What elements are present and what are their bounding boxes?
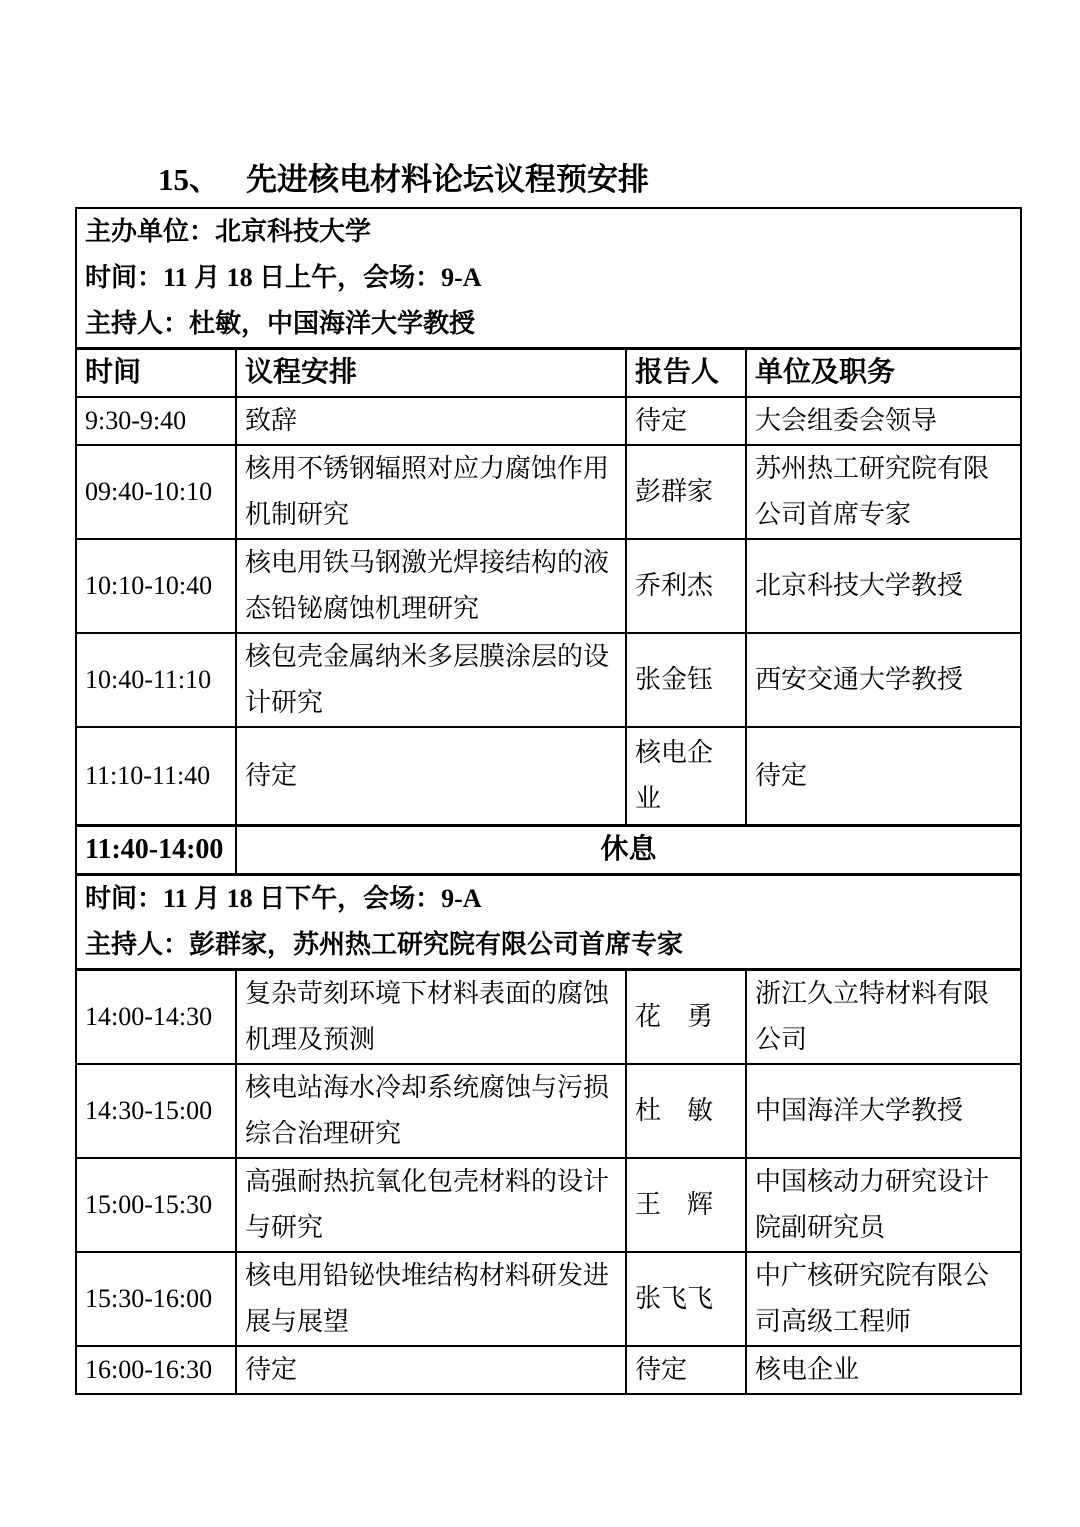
- time-cell: 14:00-14:30: [76, 969, 236, 1064]
- affiliation-cell: 苏州热工研究院有限公司首席专家: [746, 445, 1021, 539]
- agenda-row: [76, 1064, 1021, 1158]
- agenda-cell: 致辞: [236, 397, 626, 445]
- column-header-row: [76, 349, 1021, 398]
- agenda-row: [76, 727, 1021, 825]
- agenda-table: [75, 207, 1022, 1395]
- page-title: [158, 160, 649, 200]
- speaker-cell: 杜 敏: [626, 1064, 746, 1158]
- agenda-row: [76, 633, 1021, 727]
- affiliation-cell: 浙江久立特材料有限公司: [746, 969, 1021, 1064]
- organizer-line: 主办单位：北京科技大学: [85, 217, 372, 246]
- speaker-cell: 张金钰: [626, 633, 746, 727]
- speaker-cell: 王 辉: [626, 1158, 746, 1252]
- break-label-cell: 休息: [236, 825, 1021, 874]
- agenda-cell: 核包壳金属纳米多层膜涂层的设计研究: [236, 633, 626, 727]
- affiliation-cell: 待定: [746, 727, 1021, 825]
- agenda-row: [76, 1346, 1021, 1394]
- affiliation-cell: 大会组委会领导: [746, 397, 1021, 445]
- column-header-agenda: 议程安排: [236, 349, 626, 398]
- affiliation-cell: 中广核研究院有限公司高级工程师: [746, 1252, 1021, 1346]
- agenda-row: [76, 445, 1021, 539]
- time-cell: 14:30-15:00: [76, 1064, 236, 1158]
- speaker-cell: 乔利杰: [626, 539, 746, 633]
- time-cell: 10:10-10:40: [76, 539, 236, 633]
- time-cell: 9:30-9:40: [76, 397, 236, 445]
- time-cell: 10:40-11:10: [76, 633, 236, 727]
- break-time-cell: 11:40-14:00: [76, 825, 236, 874]
- title-number: 15、: [158, 162, 220, 197]
- time-cell: 15:30-16:00: [76, 1252, 236, 1346]
- agenda-cell: 核电用铅铋快堆结构材料研发进展与展望: [236, 1252, 626, 1346]
- speaker-cell: 彭群家: [626, 445, 746, 539]
- agenda-cell: 核电站海水冷却系统腐蚀与污损综合治理研究: [236, 1064, 626, 1158]
- speaker-cell: 花 勇: [626, 969, 746, 1064]
- column-header-affiliation: 单位及职务: [746, 349, 1021, 398]
- agenda-row: [76, 539, 1021, 633]
- speaker-cell: 核电企业: [626, 727, 746, 825]
- agenda-row: [76, 1252, 1021, 1346]
- affiliation-cell: 北京科技大学教授: [746, 539, 1021, 633]
- speaker-cell: 待定: [626, 1346, 746, 1394]
- affiliation-cell: 中国海洋大学教授: [746, 1064, 1021, 1158]
- afternoon-host-line: 主持人：彭群家，苏州热工研究院有限公司首席专家: [85, 929, 684, 959]
- agenda-cell: 核电用铁马钢激光焊接结构的液态铅铋腐蚀机理研究: [236, 539, 626, 633]
- intro-row: [76, 208, 1021, 349]
- agenda-cell: 待定: [236, 1346, 626, 1394]
- affiliation-cell: 中国核动力研究设计院副研究员: [746, 1158, 1021, 1252]
- afternoon-header-cell: [76, 874, 1021, 969]
- host-line: 主持人：杜敏，中国海洋大学教授: [85, 309, 476, 338]
- afternoon-session-time-line: 时间：11 月 18 日下午，会场：9-A: [85, 883, 482, 913]
- speaker-cell: 待定: [626, 397, 746, 445]
- time-cell: 11:10-11:40: [76, 727, 236, 825]
- agenda-row: [76, 1158, 1021, 1252]
- break-row: [76, 825, 1021, 874]
- agenda-row: [76, 397, 1021, 445]
- time-cell: 16:00-16:30: [76, 1346, 236, 1394]
- affiliation-cell: 西安交通大学教授: [746, 633, 1021, 727]
- title-text: 先进核电材料论坛议程预安排: [246, 162, 649, 197]
- speaker-cell: 张飞飞: [626, 1252, 746, 1346]
- affiliation-cell: 核电企业: [746, 1346, 1021, 1394]
- agenda-cell: 待定: [236, 727, 626, 825]
- agenda-cell: 核用不锈钢辐照对应力腐蚀作用机制研究: [236, 445, 626, 539]
- intro-cell: [76, 208, 1021, 349]
- session-time-line: 时间：11 月 18 日上午，会场：9-A: [85, 263, 482, 292]
- agenda-cell: 复杂苛刻环境下材料表面的腐蚀机理及预测: [236, 969, 626, 1064]
- agenda-cell: 高强耐热抗氧化包壳材料的设计与研究: [236, 1158, 626, 1252]
- afternoon-header-row: [76, 874, 1021, 969]
- time-cell: 15:00-15:30: [76, 1158, 236, 1252]
- column-header-time: 时间: [76, 349, 236, 398]
- time-cell: 09:40-10:10: [76, 445, 236, 539]
- column-header-speaker: 报告人: [626, 349, 746, 398]
- agenda-row: [76, 969, 1021, 1064]
